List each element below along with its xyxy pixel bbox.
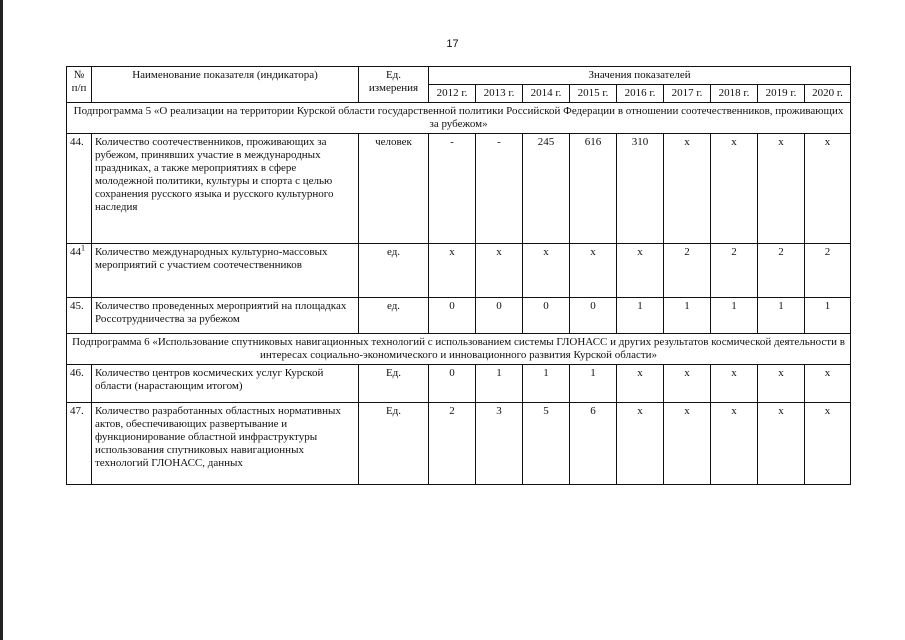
indicator-value: 1 (664, 298, 711, 334)
indicator-name: Количество соотечественников, проживающих за рубежом, принявших участие в международных праздниках, а также мероприятиях в сфере молодежной политики, культуры и спорта с целью сохранения русского языка и русского культурного наследия (92, 134, 359, 244)
header-year: 2018 г. (711, 85, 758, 103)
indicator-value: x (711, 403, 758, 485)
header-year: 2013 г. (476, 85, 523, 103)
indicator-value: x (570, 244, 617, 298)
indicator-value: 3 (476, 403, 523, 485)
indicator-value: 5 (523, 403, 570, 485)
indicator-value: 245 (523, 134, 570, 244)
row-number-text: 47. (70, 405, 84, 417)
table-body (67, 103, 851, 485)
indicator-name: Количество международных культурно-массовых мероприятий с участием соотечественников (92, 244, 359, 298)
indicator-value: 6 (570, 403, 617, 485)
indicator-value: 0 (476, 298, 523, 334)
subprogram-row (67, 334, 851, 365)
indicator-unit: Ед. (359, 403, 429, 485)
indicator-value: 1 (711, 298, 758, 334)
indicator-value: 0 (429, 365, 476, 403)
table-row (67, 134, 851, 244)
indicator-value: - (429, 134, 476, 244)
header-values: Значения показателей (429, 67, 851, 85)
header-unit: Ед. измерения (359, 67, 429, 103)
row-number (67, 403, 92, 485)
row-number (67, 298, 92, 334)
indicator-value: 2 (664, 244, 711, 298)
indicator-value: x (805, 403, 851, 485)
indicator-value: x (617, 403, 664, 485)
header-row (67, 67, 851, 85)
indicator-value: x (617, 365, 664, 403)
indicator-value: x (429, 244, 476, 298)
indicator-value: x (758, 365, 805, 403)
scan-edge (0, 0, 3, 640)
header-year: 2014 г. (523, 85, 570, 103)
header-year: 2015 г. (570, 85, 617, 103)
indicator-value: 2 (711, 244, 758, 298)
table-row (67, 365, 851, 403)
row-number (67, 134, 92, 244)
indicator-value: 616 (570, 134, 617, 244)
table-row (67, 298, 851, 334)
indicator-value: x (523, 244, 570, 298)
indicator-value: 1 (523, 365, 570, 403)
row-number (67, 365, 92, 403)
indicator-value: 2 (758, 244, 805, 298)
indicator-value: x (711, 134, 758, 244)
header-name: Наименование показателя (индикатора) (92, 67, 359, 103)
header-year: 2016 г. (617, 85, 664, 103)
page-number: 17 (446, 38, 459, 50)
header-year: 2017 г. (664, 85, 711, 103)
indicator-name: Количество центров космических услуг Курской области (нарастающим итогом) (92, 365, 359, 403)
indicator-value: 0 (570, 298, 617, 334)
indicator-name: Количество разработанных областных нормативных актов, обеспечивающих развертывание и функционирование областной инфраструктуры использования спутниковых навигационных технологий ГЛОНАСС, данных (92, 403, 359, 485)
header-num: № п/п (67, 67, 92, 103)
indicator-value: x (805, 134, 851, 244)
row-number-text: 46. (70, 367, 84, 379)
indicator-value: 1 (805, 298, 851, 334)
indicator-value: 310 (617, 134, 664, 244)
table-row (67, 244, 851, 298)
subprogram-title: Подпрограмма 6 «Использование спутниковых навигационных технологий с использованием системы ГЛОНАСС и других результатов космической деятельности в интересах социально-экономического и инновационного развития Курской области» (67, 334, 851, 365)
indicator-value: x (617, 244, 664, 298)
indicator-value: x (758, 134, 805, 244)
indicator-value: 1 (758, 298, 805, 334)
indicator-unit: Ед. (359, 365, 429, 403)
row-number-text: 45. (70, 300, 84, 312)
table-row (67, 403, 851, 485)
indicator-value: x (664, 403, 711, 485)
row-number-text: 44 (70, 246, 81, 258)
header-year: 2012 г. (429, 85, 476, 103)
indicator-value: x (711, 365, 758, 403)
header-year: 2020 г. (805, 85, 851, 103)
indicator-value: 0 (429, 298, 476, 334)
row-number-text: 44. (70, 136, 84, 148)
indicator-value: 1 (570, 365, 617, 403)
indicator-unit: ед. (359, 244, 429, 298)
indicator-value: - (476, 134, 523, 244)
row-number-superscript: 1 (81, 243, 85, 253)
subprogram-row (67, 103, 851, 134)
indicator-name: Количество проведенных мероприятий на площадках Россотрудничества за рубежом (92, 298, 359, 334)
indicators-table (66, 66, 851, 485)
header-year: 2019 г. (758, 85, 805, 103)
indicator-value: x (476, 244, 523, 298)
indicator-value: x (664, 365, 711, 403)
indicator-value: x (758, 403, 805, 485)
indicator-unit: человек (359, 134, 429, 244)
indicator-value: 1 (476, 365, 523, 403)
row-number (67, 244, 92, 298)
indicator-value: 0 (523, 298, 570, 334)
indicator-value: 1 (617, 298, 664, 334)
indicator-value: 2 (805, 244, 851, 298)
indicator-value: 2 (429, 403, 476, 485)
indicator-value: x (664, 134, 711, 244)
subprogram-title: Подпрограмма 5 «О реализации на территории Курской области государственной политики Российской Федерации в отношении соотечественников, проживающих за рубежом» (67, 103, 851, 134)
indicator-unit: ед. (359, 298, 429, 334)
indicator-value: x (805, 365, 851, 403)
